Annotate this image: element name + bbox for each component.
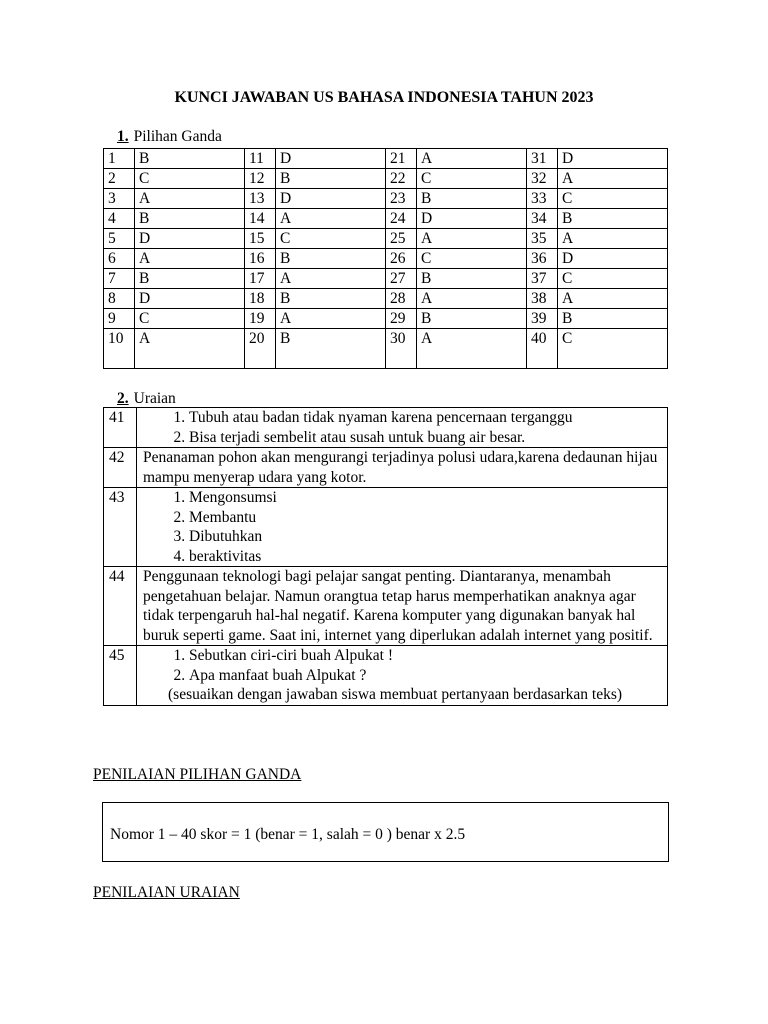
- answer-letter: A: [558, 229, 668, 249]
- question-number: 3: [104, 189, 135, 209]
- question-number: 8: [104, 289, 135, 309]
- question-number: 1: [104, 149, 135, 169]
- question-number: 31: [527, 149, 558, 169]
- answer-letter: A: [276, 209, 386, 229]
- question-number: 28: [386, 289, 417, 309]
- answer-letter: A: [276, 309, 386, 329]
- question-number: 38: [527, 289, 558, 309]
- answer-row: [104, 329, 668, 369]
- answer-letter: C: [417, 169, 527, 189]
- question-number: 6: [104, 249, 135, 269]
- answer-letter: B: [417, 189, 527, 209]
- multiple-choice-answer-table: [103, 148, 668, 369]
- question-number: 12: [245, 169, 276, 189]
- question-number: 45: [104, 646, 137, 706]
- answer-letter: A: [276, 269, 386, 289]
- section-label: Uraian: [133, 390, 176, 407]
- question-number: 25: [386, 229, 417, 249]
- question-number: 36: [527, 249, 558, 269]
- question-number: 16: [245, 249, 276, 269]
- answer-letter: B: [276, 169, 386, 189]
- answer-item: 3. Dibutuhkan: [189, 527, 661, 547]
- answer-row: [104, 209, 668, 229]
- answer-item: 2. Bisa terjadi sembelit atau susah untuk buang air besar.: [189, 428, 661, 448]
- answer-row: [104, 169, 668, 189]
- answer-letter: C: [417, 249, 527, 269]
- scoring-multiple-choice-box: [102, 802, 669, 862]
- question-number: 39: [527, 309, 558, 329]
- question-number: 37: [527, 269, 558, 289]
- answer-letter: A: [135, 329, 245, 369]
- answer-letter: A: [135, 249, 245, 269]
- question-number: 23: [386, 189, 417, 209]
- answer-row: [104, 289, 668, 309]
- answer-table-body: [104, 149, 668, 369]
- answer-letter: B: [417, 309, 527, 329]
- question-number: 18: [245, 289, 276, 309]
- answer-cell: [137, 646, 668, 706]
- question-number: 29: [386, 309, 417, 329]
- question-number: 24: [386, 209, 417, 229]
- answer-item: 2. Apa manfaat buah Alpukat ?: [189, 666, 661, 686]
- answer-letter: D: [135, 289, 245, 309]
- answer-letter: A: [135, 189, 245, 209]
- question-number: 14: [245, 209, 276, 229]
- question-number: 34: [527, 209, 558, 229]
- answer-item: 2. Membantu: [189, 508, 661, 528]
- answer-cell: [137, 488, 668, 567]
- answer-letter: B: [417, 269, 527, 289]
- question-number: 5: [104, 229, 135, 249]
- question-number: 32: [527, 169, 558, 189]
- scoring-rule-text: Nomor 1 – 40 skor = 1 (benar = 1, salah = 0 ) benar x 2.5: [110, 826, 466, 843]
- essay-row-42: [104, 448, 668, 488]
- answer-letter: B: [135, 269, 245, 289]
- essay-row-45: [104, 646, 668, 706]
- question-number: 4: [104, 209, 135, 229]
- answer-note: (sesuaikan dengan jawaban siswa membuat pertanyaan berdasarkan teks): [168, 686, 623, 703]
- answer-letter: A: [417, 289, 527, 309]
- answer-letter: D: [276, 149, 386, 169]
- question-number: 13: [245, 189, 276, 209]
- answer-item: 4. beraktivitas: [189, 547, 661, 567]
- answer-item: 1. Sebutkan ciri-ciri buah Alpukat !: [189, 646, 661, 666]
- answer-letter: C: [558, 269, 668, 289]
- answer-row: [104, 229, 668, 249]
- question-number: 20: [245, 329, 276, 369]
- answer-letter: D: [276, 189, 386, 209]
- answer-letter: A: [558, 289, 668, 309]
- answer-letter: D: [417, 209, 527, 229]
- question-number: 42: [104, 448, 137, 488]
- answer-letter: D: [558, 249, 668, 269]
- question-number: 9: [104, 309, 135, 329]
- question-number: 33: [527, 189, 558, 209]
- answer-letter: C: [558, 329, 668, 369]
- essay-row-43: [104, 488, 668, 567]
- question-number: 17: [245, 269, 276, 289]
- answer-cell: Penanaman pohon akan mengurangi terjadinya polusi udara,karena dedaunan hijau mampu menyerap udara yang kotor.: [137, 448, 668, 488]
- answer-cell: [137, 408, 668, 448]
- question-number: 11: [245, 149, 276, 169]
- question-number: 40: [527, 329, 558, 369]
- answer-letter: B: [135, 149, 245, 169]
- answer-letter: A: [417, 329, 527, 369]
- answer-row: [104, 249, 668, 269]
- scoring-essay-heading: PENILAIAN URAIAN: [93, 884, 240, 901]
- section-essay-heading: [117, 389, 176, 408]
- section-number: 1.: [117, 128, 129, 145]
- answer-letter: C: [276, 229, 386, 249]
- answer-letter: A: [417, 149, 527, 169]
- answer-row: [104, 149, 668, 169]
- question-number: 35: [527, 229, 558, 249]
- question-number: 44: [104, 567, 137, 646]
- section-label: Pilihan Ganda: [133, 128, 222, 145]
- answer-item: 1. Mengonsumsi: [189, 488, 661, 508]
- essay-answer-table: [103, 407, 668, 706]
- answer-letter: B: [135, 209, 245, 229]
- answer-letter: C: [558, 189, 668, 209]
- answer-letter: B: [276, 329, 386, 369]
- answer-row: [104, 269, 668, 289]
- document-title: KUNCI JAWABAN US BAHASA INDONESIA TAHUN 2023: [174, 89, 594, 106]
- essay-row-44: [104, 567, 668, 646]
- answer-letter: A: [417, 229, 527, 249]
- answer-item: 1. Tubuh atau badan tidak nyaman karena pencernaan terganggu: [189, 408, 661, 428]
- question-number: 41: [104, 408, 137, 448]
- answer-row: [104, 309, 668, 329]
- question-number: 43: [104, 488, 137, 567]
- section-multiple-choice-heading: [117, 127, 222, 146]
- answer-cell: Penggunaan teknologi bagi pelajar sangat penting. Diantaranya, menambah pengetahuan belajar. Namun orangtua tetap harus memperhatikan anaknya agar tidak terpengaruh hal-hal negatif. Karena komputer yang digunakan banyak hal buruk seperti game. Saat ini, internet yang diperlukan adalah internet yang positif.: [137, 567, 668, 646]
- answer-letter: B: [276, 289, 386, 309]
- essay-row-41: [104, 408, 668, 448]
- question-number: 2: [104, 169, 135, 189]
- question-number: 19: [245, 309, 276, 329]
- answer-letter: B: [558, 209, 668, 229]
- question-number: 27: [386, 269, 417, 289]
- question-number: 21: [386, 149, 417, 169]
- answer-letter: D: [135, 229, 245, 249]
- question-number: 10: [104, 329, 135, 369]
- scoring-multiple-choice-heading: PENILAIAN PILIHAN GANDA: [93, 766, 302, 783]
- question-number: 26: [386, 249, 417, 269]
- answer-letter: B: [558, 309, 668, 329]
- section-number: 2.: [117, 390, 129, 407]
- answer-row: [104, 189, 668, 209]
- question-number: 22: [386, 169, 417, 189]
- answer-letter: C: [135, 309, 245, 329]
- answer-letter: D: [558, 149, 668, 169]
- question-number: 15: [245, 229, 276, 249]
- answer-letter: A: [558, 169, 668, 189]
- question-number: 30: [386, 329, 417, 369]
- answer-letter: B: [276, 249, 386, 269]
- answer-letter: C: [135, 169, 245, 189]
- question-number: 7: [104, 269, 135, 289]
